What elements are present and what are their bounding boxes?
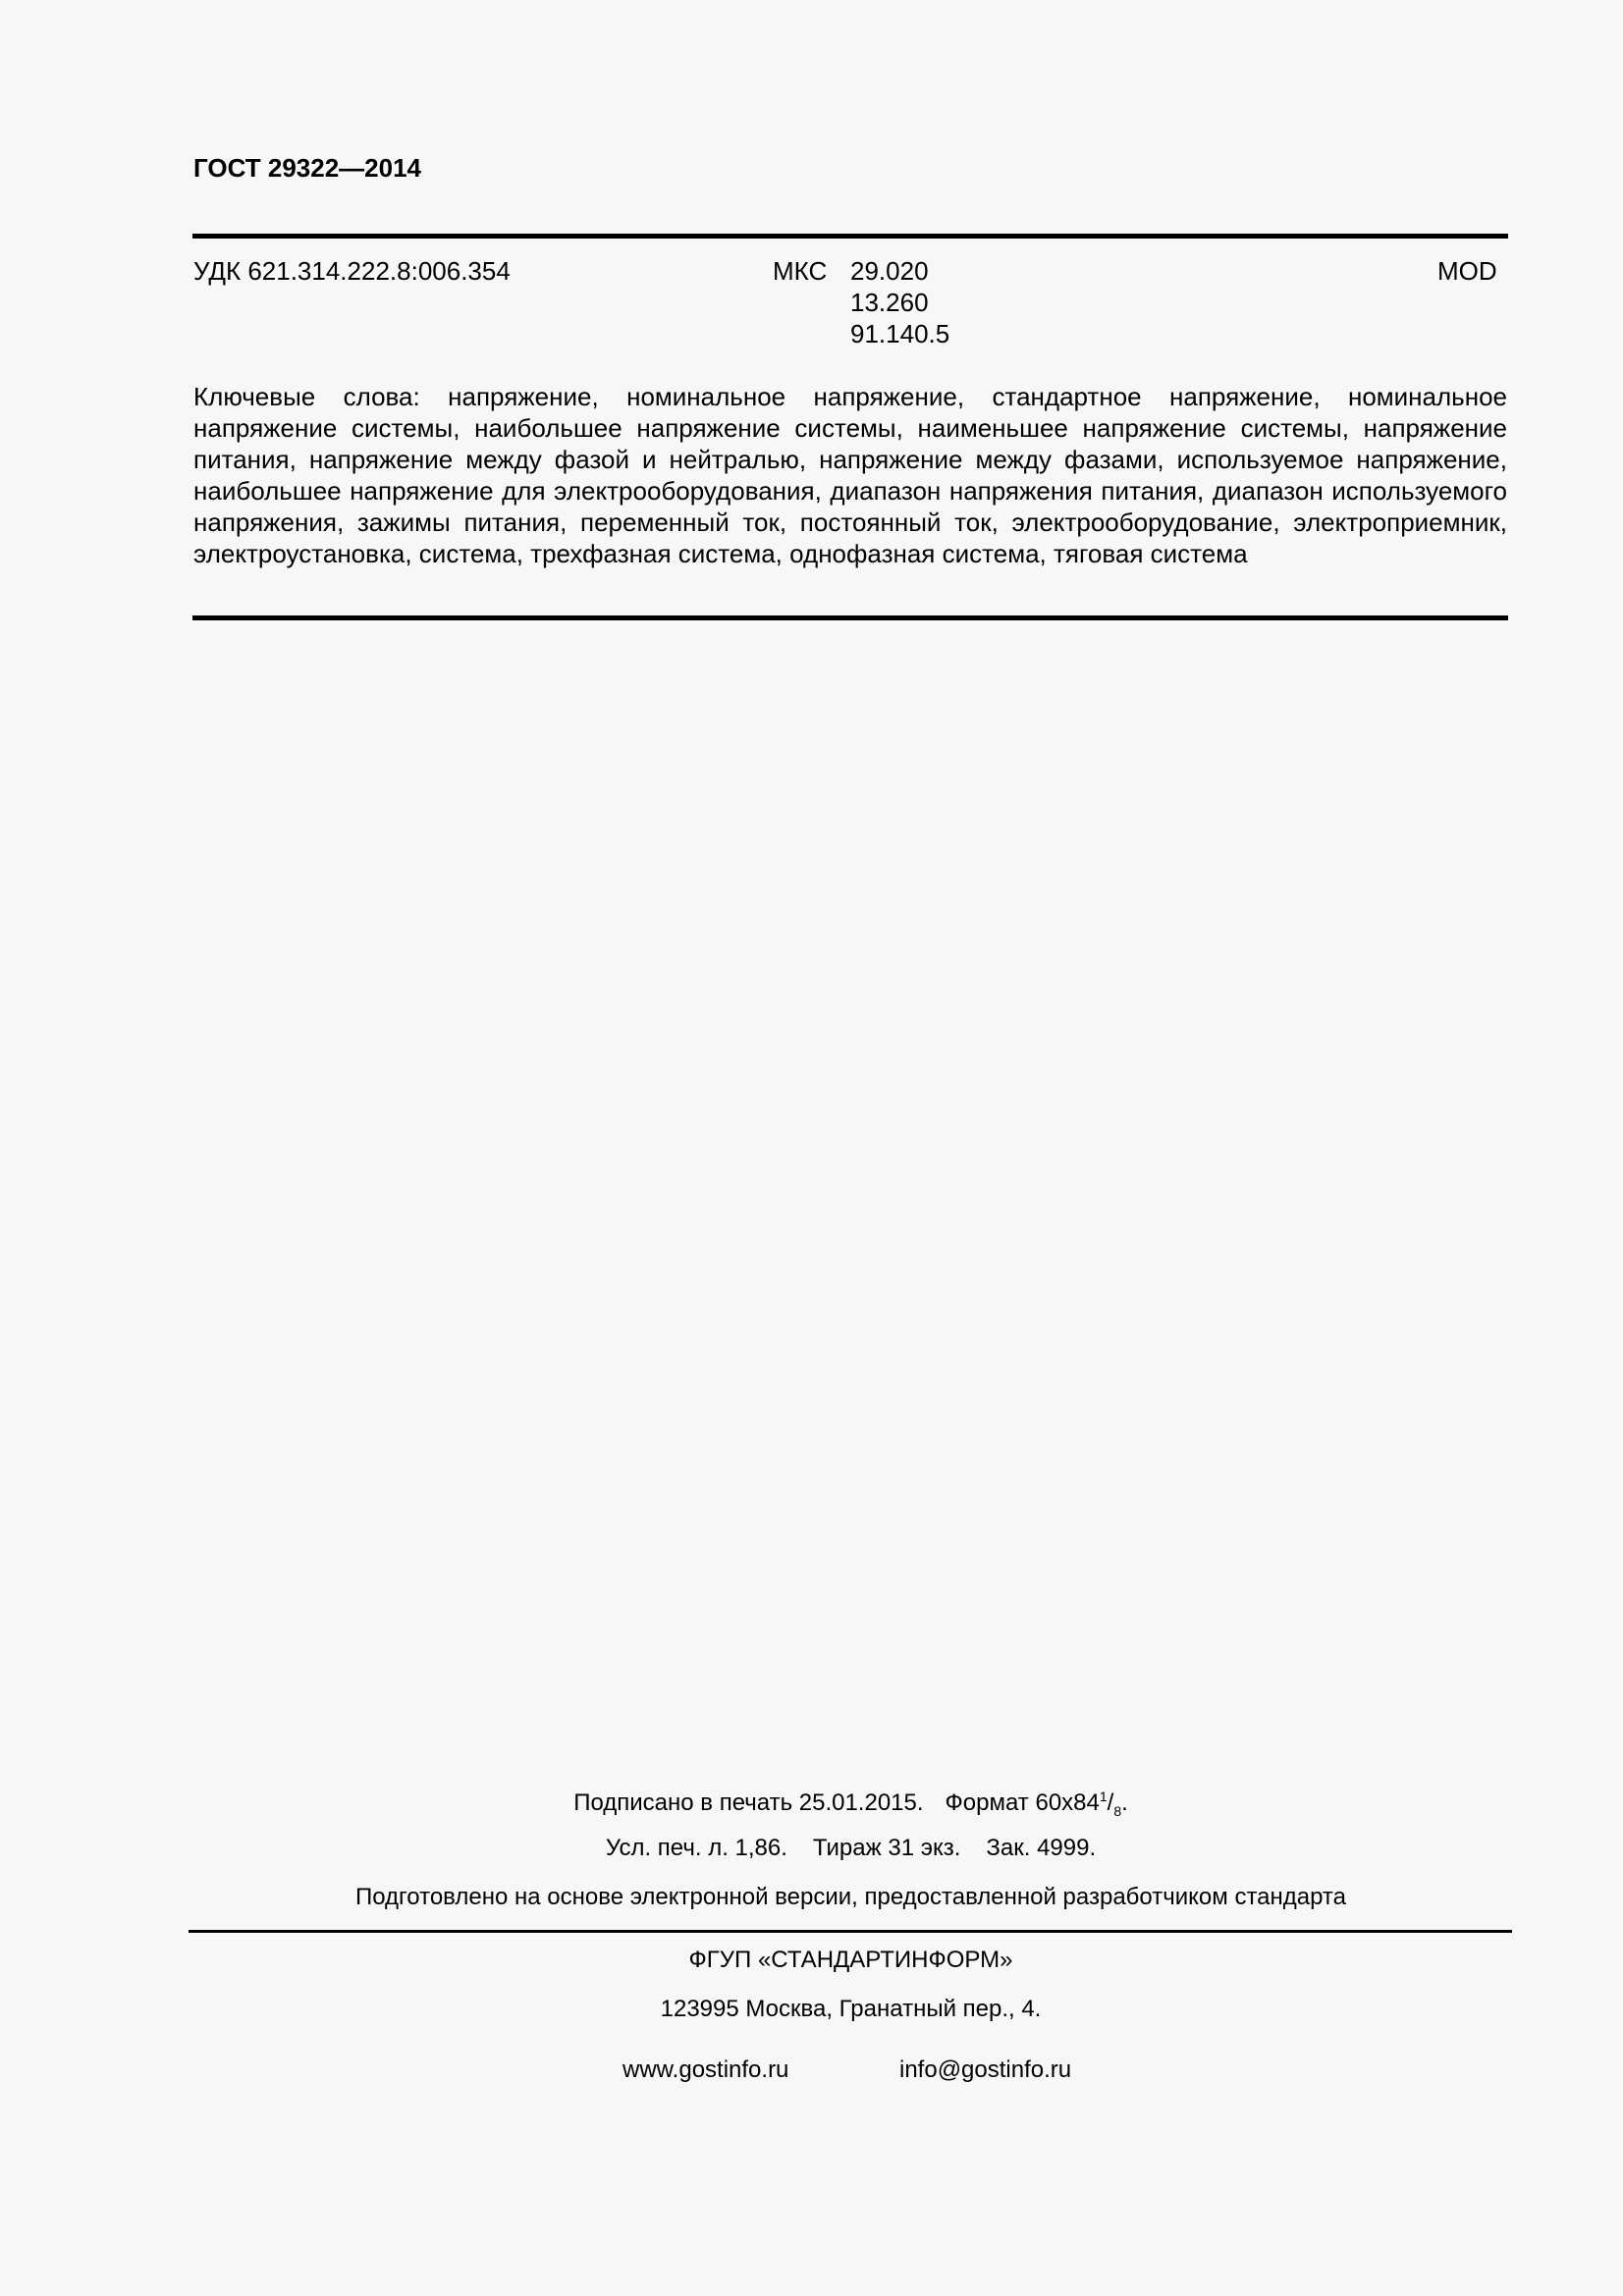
circulation: Тираж 31 экз.: [812, 1835, 961, 1861]
paper-format: Формат $60х84^1/_8$.: [945, 1789, 1128, 1819]
email-link[interactable]: info@gostinfo.ru: [899, 2056, 1072, 2083]
order-number: Зак. 4999.: [986, 1835, 1097, 1861]
mod-label: MOD: [1437, 256, 1497, 286]
publisher-address: 123995 Москва, Гранатный пер., 4.: [660, 1996, 1042, 2022]
footer-divider: [189, 1930, 1512, 1933]
udk-code: УДК 621.314.222.8:006.354: [193, 256, 511, 286]
print-signed-line: [0, 1789, 1623, 1819]
publisher-name: ФГУП «СТАНДАРТИНФОРМ»: [688, 1947, 1013, 1973]
signed-date: Подписано в печать 25.01.2015.: [573, 1789, 924, 1816]
print-details-line: [0, 1835, 1623, 1862]
mks-code: 29.020: [850, 256, 929, 286]
keywords-paragraph: Ключевые слова: напряжение, номинальное напряжение, стандартное напряжение, номинальное напряжение системы, наибольшее напряжение системы, наименьшее напряжение системы, напряжение питания, напряжение между фазой и нейтралью, напряжение между фазами, используемое напряжение, наибольшее напряжение для электрооборудования, диапазон напряжения питания, диапазон используемого напряжения, зажимы питания, переменный ток, постоянный ток, электрооборудование, электроприемник, электроустановка, система, трехфазная система, однофазная система, тяговая система: [193, 382, 1507, 568]
mks-label: МКС: [773, 256, 828, 286]
print-sheets: Усл. печ. л. 1,86.: [605, 1835, 787, 1861]
mks-code: 91.140.5: [850, 319, 950, 348]
document-number: ГОСТ 29322—2014: [193, 153, 421, 183]
mks-code: 13.260: [850, 288, 929, 317]
top-divider: [192, 234, 1508, 239]
website-link[interactable]: www.gostinfo.ru: [622, 2056, 789, 2083]
keywords-divider: [192, 615, 1508, 620]
mks-codes: [850, 255, 949, 349]
prepared-note: Подготовлено на основе электронной версии, предоставленной разработчиком стандарта: [354, 1884, 1347, 1910]
